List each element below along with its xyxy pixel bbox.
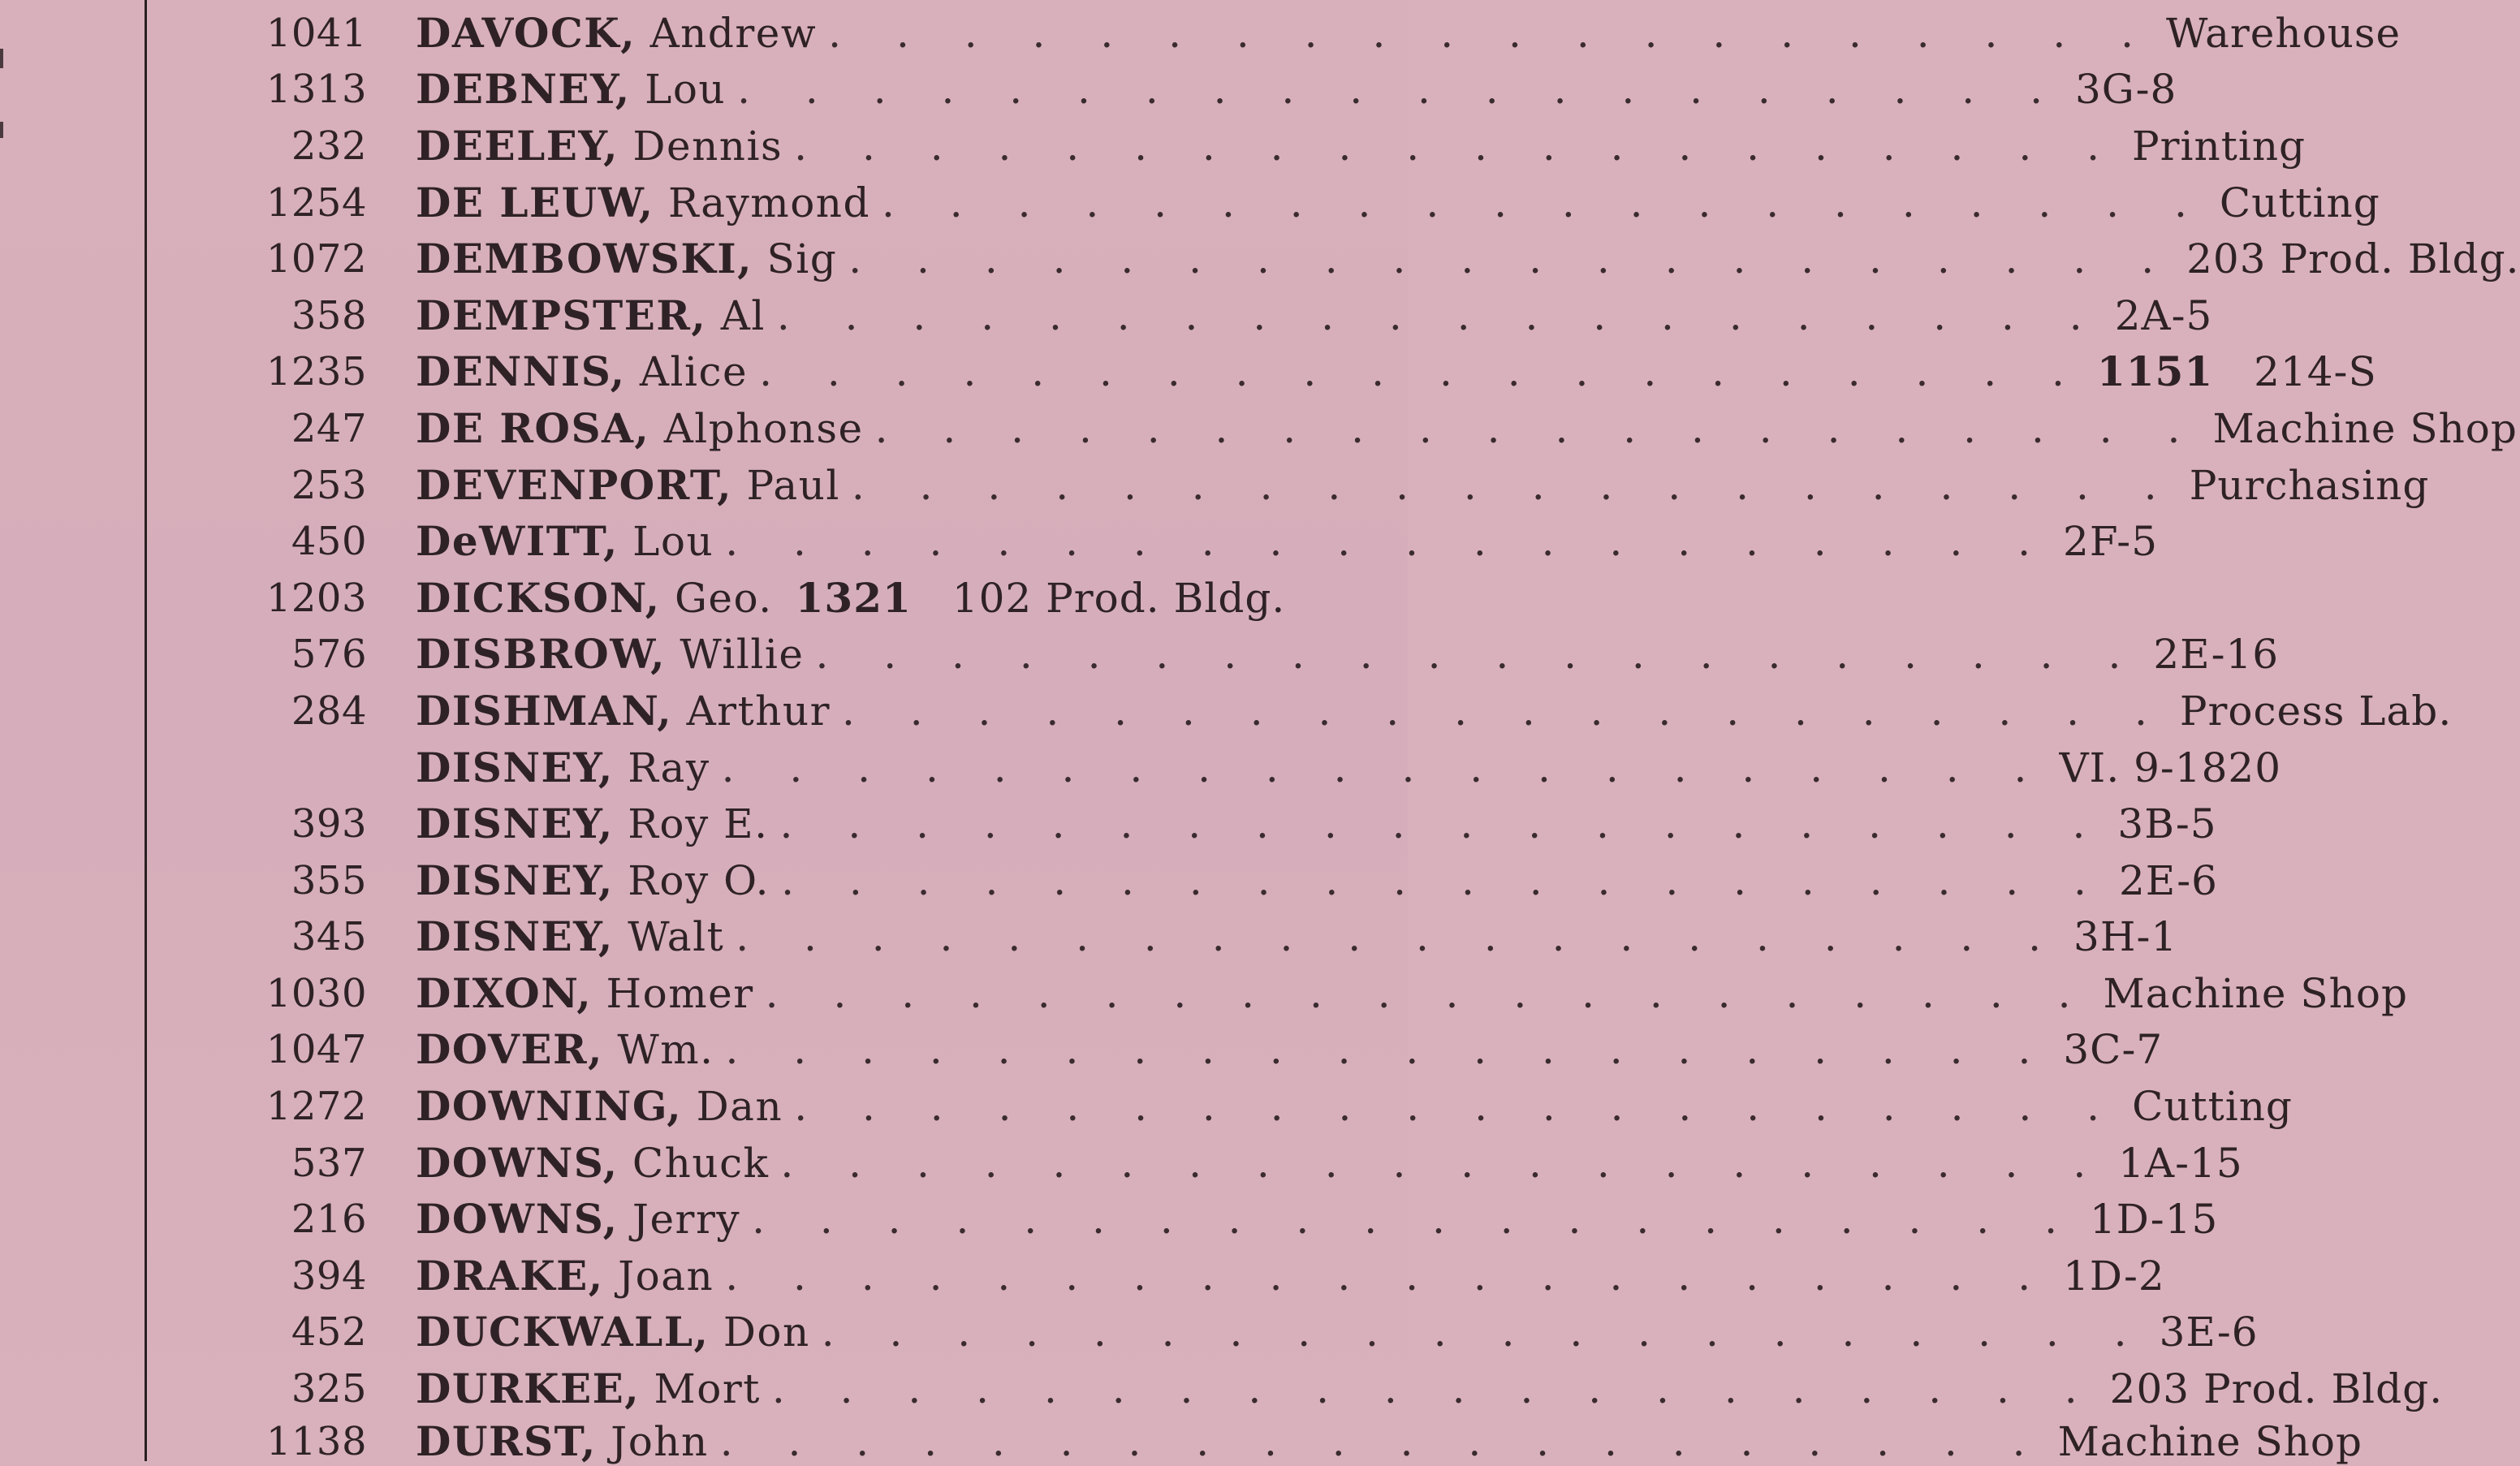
- office-location: 3C-7: [2063, 1026, 2164, 1074]
- office-location: Purchasing: [2189, 461, 2430, 509]
- dot-leader: . . . . . . . . . . . . . . . . . . . .: [851, 461, 2178, 509]
- employee-surname: DURST,: [416, 1416, 597, 1465]
- extension-number: 1203: [265, 575, 367, 621]
- dot-leader: . . . . . . . . . . . . . . . . . . . .: [759, 348, 2086, 396]
- extension-number: 450: [291, 519, 367, 565]
- extension-number: 1272: [265, 1084, 367, 1130]
- directory-entry: [260, 1416, 2363, 1466]
- office-location: 3G-8: [2074, 66, 2177, 114]
- dot-leader: . . . . . . . . . . . . . . . . . . . .: [841, 687, 2168, 735]
- office-location: Machine Shop: [2212, 404, 2518, 452]
- directory-entry: [260, 344, 2377, 401]
- employee-surname: DISNEY,: [416, 800, 614, 848]
- office-location: 203 Prod. Bldg.: [2186, 235, 2520, 283]
- extension-number: 1235: [265, 349, 367, 395]
- directory-entry: [260, 1135, 2243, 1192]
- employee-surname: DAVOCK,: [416, 8, 636, 57]
- dot-leader: . . . . . . . . . . . . . . . . . . . .: [779, 800, 2107, 848]
- column-rule: [145, 0, 147, 1461]
- office-location: Machine Shop: [2057, 1417, 2363, 1465]
- dot-leader: . . . . . . . . . . . . . . . . . . . .: [828, 9, 2155, 57]
- employee-surname: DOWNS,: [416, 1138, 619, 1187]
- employee-given-name: Dennis: [632, 122, 783, 170]
- extension-number: 232: [291, 123, 367, 169]
- employee-surname: DOWNING,: [416, 1082, 683, 1131]
- employee-given-name: Roy E.: [628, 800, 769, 848]
- directory-entry: [260, 965, 2408, 1022]
- employee-surname: DRAKE,: [416, 1251, 604, 1300]
- dot-leader: . . . . . . . . . . . . . . . . . . . .: [781, 856, 2108, 904]
- employee-name: [416, 460, 840, 509]
- employee-name: [416, 8, 818, 57]
- employee-surname: DOWNS,: [416, 1195, 619, 1244]
- employee-surname: DeWITT,: [416, 517, 619, 566]
- employee-given-name: Roy O.: [628, 856, 770, 904]
- dot-leader: . . . . . . . . . . . . . . . . . . . .: [794, 122, 2121, 170]
- dot-leader: . . . . . . . . . . . . . . . . . . . .: [719, 1417, 2047, 1465]
- employee-name: [416, 1025, 714, 1074]
- dot-leader: . . . . . . . . . . . . . . . . . . . .: [882, 179, 2208, 226]
- employee-name: [416, 800, 769, 848]
- extension-number: 284: [291, 688, 367, 734]
- employee-name: [416, 1138, 770, 1187]
- employee-surname: DEVENPORT,: [416, 460, 733, 509]
- office-location: Process Lab.: [2179, 687, 2453, 735]
- employee-name: [416, 1082, 783, 1131]
- office-location: Machine Shop: [2103, 969, 2408, 1017]
- employee-surname: DISNEY,: [416, 856, 614, 904]
- extension-number: 1138: [265, 1418, 367, 1464]
- dot-leader: . . . . . . . . . . . . . . . . . . . .: [725, 518, 2052, 566]
- directory-entry: [260, 457, 2430, 514]
- employee-name: [416, 856, 770, 904]
- alternate-extension: 1151: [2096, 347, 2214, 396]
- directory-entry: [260, 1248, 2165, 1304]
- dot-leader: . . . . . . . . . . . . . . . . . . . .: [771, 1365, 2099, 1413]
- employee-name: [416, 743, 710, 791]
- employee-name: [416, 517, 714, 566]
- left-edge-mark: [0, 122, 3, 138]
- employee-given-name: Alice: [639, 348, 749, 396]
- employee-given-name: Walt: [628, 913, 725, 961]
- employee-surname: DUCKWALL,: [416, 1308, 710, 1356]
- extension-number: 1072: [265, 236, 367, 282]
- directory-entry: [260, 513, 2159, 570]
- employee-surname: DISNEY,: [416, 743, 614, 791]
- directory-entry: [260, 175, 2380, 231]
- directory-entry: [260, 231, 2520, 287]
- employee-surname: DISHMAN,: [416, 686, 673, 735]
- employee-surname: DEBNEY,: [416, 65, 631, 114]
- employee-name: [416, 1251, 714, 1300]
- office-location: VI. 9-1820: [2059, 744, 2282, 791]
- employee-surname: DEMBOWSKI,: [416, 235, 753, 283]
- employee-surname: DISNEY,: [416, 912, 614, 961]
- extension-number: 345: [291, 914, 367, 960]
- dot-leader: . . . . . . . . . . . . . . . . . . . .: [752, 1196, 2078, 1244]
- directory-entry: [260, 683, 2453, 739]
- employee-given-name: Chuck: [632, 1139, 770, 1187]
- employee-given-name: Geo.: [674, 574, 773, 622]
- employee-surname: DE LEUW,: [416, 178, 654, 226]
- directory-entry: [260, 1304, 2259, 1361]
- left-edge-mark: [0, 49, 3, 68]
- office-location: 2F-5: [2063, 518, 2159, 566]
- employee-name: [416, 686, 831, 735]
- dot-leader: . . . . . . . . . . . . . . . . . . . .: [794, 1083, 2121, 1131]
- extension-number: 1313: [265, 67, 367, 113]
- extension-number: 576: [291, 632, 367, 678]
- employee-name: [416, 630, 805, 679]
- directory-entry: [260, 852, 2218, 909]
- office-location: 2E-6: [2118, 856, 2218, 904]
- dot-leader: . . . . . . . . . . . . . . . . . . . .: [780, 1139, 2108, 1187]
- employee-given-name: Ray: [628, 744, 710, 791]
- employee-surname: DENNIS,: [416, 347, 626, 396]
- directory-entry: [260, 287, 2213, 344]
- employee-given-name: Arthur: [686, 687, 831, 735]
- employee-given-name: Dan: [696, 1083, 783, 1131]
- employee-given-name: Jerry: [632, 1196, 741, 1244]
- employee-name: [416, 912, 725, 961]
- employee-given-name: Wm.: [617, 1026, 714, 1074]
- employee-name: [416, 291, 766, 339]
- employee-given-name: Mort: [654, 1365, 761, 1413]
- employee-given-name: Homer: [606, 969, 754, 1017]
- office-location: 1D-2: [2063, 1252, 2165, 1300]
- extension-number: 247: [291, 405, 367, 451]
- employee-name: [416, 1365, 761, 1413]
- extension-number: 325: [291, 1366, 367, 1412]
- office-location: 2E-16: [2153, 631, 2280, 679]
- directory-entry: [260, 62, 2177, 119]
- office-location: Printing: [2132, 122, 2306, 170]
- office-location: 1A-15: [2118, 1139, 2243, 1187]
- employee-surname: DE ROSA,: [416, 403, 650, 452]
- employee-surname: DIXON,: [416, 968, 593, 1017]
- dot-leader: . . . . . . . . . . . . . . . . . . . .: [737, 66, 2064, 114]
- employee-name: [416, 1308, 810, 1356]
- office-location: 214-S: [2254, 348, 2377, 396]
- dot-leader: . . . . . . . . . . . . . . . . . . . .: [815, 631, 2142, 679]
- office-location: 3H-1: [2073, 913, 2178, 961]
- employee-name: [416, 65, 727, 114]
- employee-surname: DURKEE,: [416, 1365, 641, 1413]
- extension-number: 1030: [265, 970, 367, 1016]
- office-location: Warehouse: [2166, 9, 2401, 57]
- employee-given-name: Raymond: [667, 179, 871, 226]
- directory-entry: [260, 1022, 2164, 1079]
- employee-name: [416, 347, 749, 396]
- extension-number: 1047: [265, 1027, 367, 1073]
- office-location: 1D-15: [2089, 1196, 2219, 1244]
- employee-given-name: Sig: [766, 235, 838, 283]
- office-location: 3E-6: [2159, 1309, 2259, 1356]
- employee-name: [416, 1416, 709, 1465]
- employee-given-name: Joan: [618, 1252, 714, 1300]
- extension-number: 1254: [265, 179, 367, 226]
- directory-entry: [260, 739, 2282, 796]
- extension-number: 216: [291, 1197, 367, 1243]
- extension-number: 355: [291, 857, 367, 903]
- employee-given-name: Don: [723, 1309, 810, 1356]
- employee-given-name: Paul: [746, 461, 840, 509]
- dot-leader: . . . . . . . . . . . . . . . . . . . .: [874, 404, 2202, 452]
- employee-given-name: John: [611, 1417, 709, 1465]
- extension-number: 537: [291, 1140, 367, 1186]
- employee-surname: DEELEY,: [416, 121, 619, 170]
- office-location: Cutting: [2219, 179, 2380, 226]
- employee-name: [416, 1195, 741, 1244]
- directory-entry: [260, 570, 1286, 627]
- dot-leader: . . . . . . . . . . . . . . . . . . . .: [848, 235, 2176, 283]
- office-location: Cutting: [2132, 1083, 2293, 1131]
- directory-entry: [260, 1078, 2293, 1135]
- employee-name: [416, 403, 864, 452]
- employee-given-name: Lou: [632, 518, 714, 566]
- office-location: 102 Prod. Bldg.: [951, 574, 1286, 622]
- dot-leader: . . . . . . . . . . . . . . . . . . . .: [776, 291, 2104, 339]
- directory-entry: [260, 118, 2306, 175]
- extension-number: 452: [291, 1309, 367, 1356]
- employee-name: [416, 178, 871, 226]
- employee-name: [416, 121, 783, 170]
- dot-leader: . . . . . . . . . . . . . . . . . . . .: [721, 744, 2048, 791]
- employee-name: [416, 573, 773, 622]
- directory-entry: [260, 400, 2518, 457]
- office-location: 203 Prod. Bldg.: [2109, 1365, 2444, 1413]
- office-location: 2A-5: [2114, 291, 2213, 339]
- directory-entry: [260, 909, 2178, 966]
- directory-entry: [260, 5, 2401, 62]
- directory-entry: [260, 627, 2280, 683]
- employee-given-name: Lou: [645, 66, 727, 114]
- employee-surname: DEMPSTER,: [416, 291, 707, 339]
- alternate-extension: 1321: [795, 573, 912, 622]
- directory-list: [260, 5, 2520, 1466]
- employee-name: [416, 235, 838, 283]
- employee-name: [416, 968, 754, 1017]
- directory-entry: [260, 796, 2217, 852]
- directory-entry: [260, 1360, 2444, 1417]
- employee-surname: DISBROW,: [416, 630, 666, 679]
- dot-leader: . . . . . . . . . . . . . . . . . . . .: [725, 1252, 2052, 1300]
- employee-given-name: Alphonse: [663, 404, 864, 452]
- extension-number: 358: [291, 292, 367, 338]
- employee-given-name: Andrew: [649, 9, 818, 57]
- office-location: 3B-5: [2117, 800, 2217, 848]
- dot-leader: . . . . . . . . . . . . . . . . . . . .: [736, 913, 2063, 961]
- extension-number: 393: [291, 801, 367, 847]
- dot-leader: . . . . . . . . . . . . . . . . . . . .: [765, 969, 2092, 1017]
- directory-entry: [260, 1191, 2219, 1248]
- employee-given-name: Al: [720, 291, 766, 339]
- extension-number: 253: [291, 462, 367, 508]
- dot-leader: . . . . . . . . . . . . . . . . . . . .: [725, 1026, 2052, 1074]
- extension-number: 1041: [265, 10, 367, 56]
- dot-leader: . . . . . . . . . . . . . . . . . . . .: [821, 1309, 2148, 1356]
- extension-number: 394: [291, 1253, 367, 1299]
- employee-surname: DOVER,: [416, 1025, 603, 1074]
- employee-surname: DICKSON,: [416, 573, 661, 622]
- employee-given-name: Willie: [680, 631, 805, 679]
